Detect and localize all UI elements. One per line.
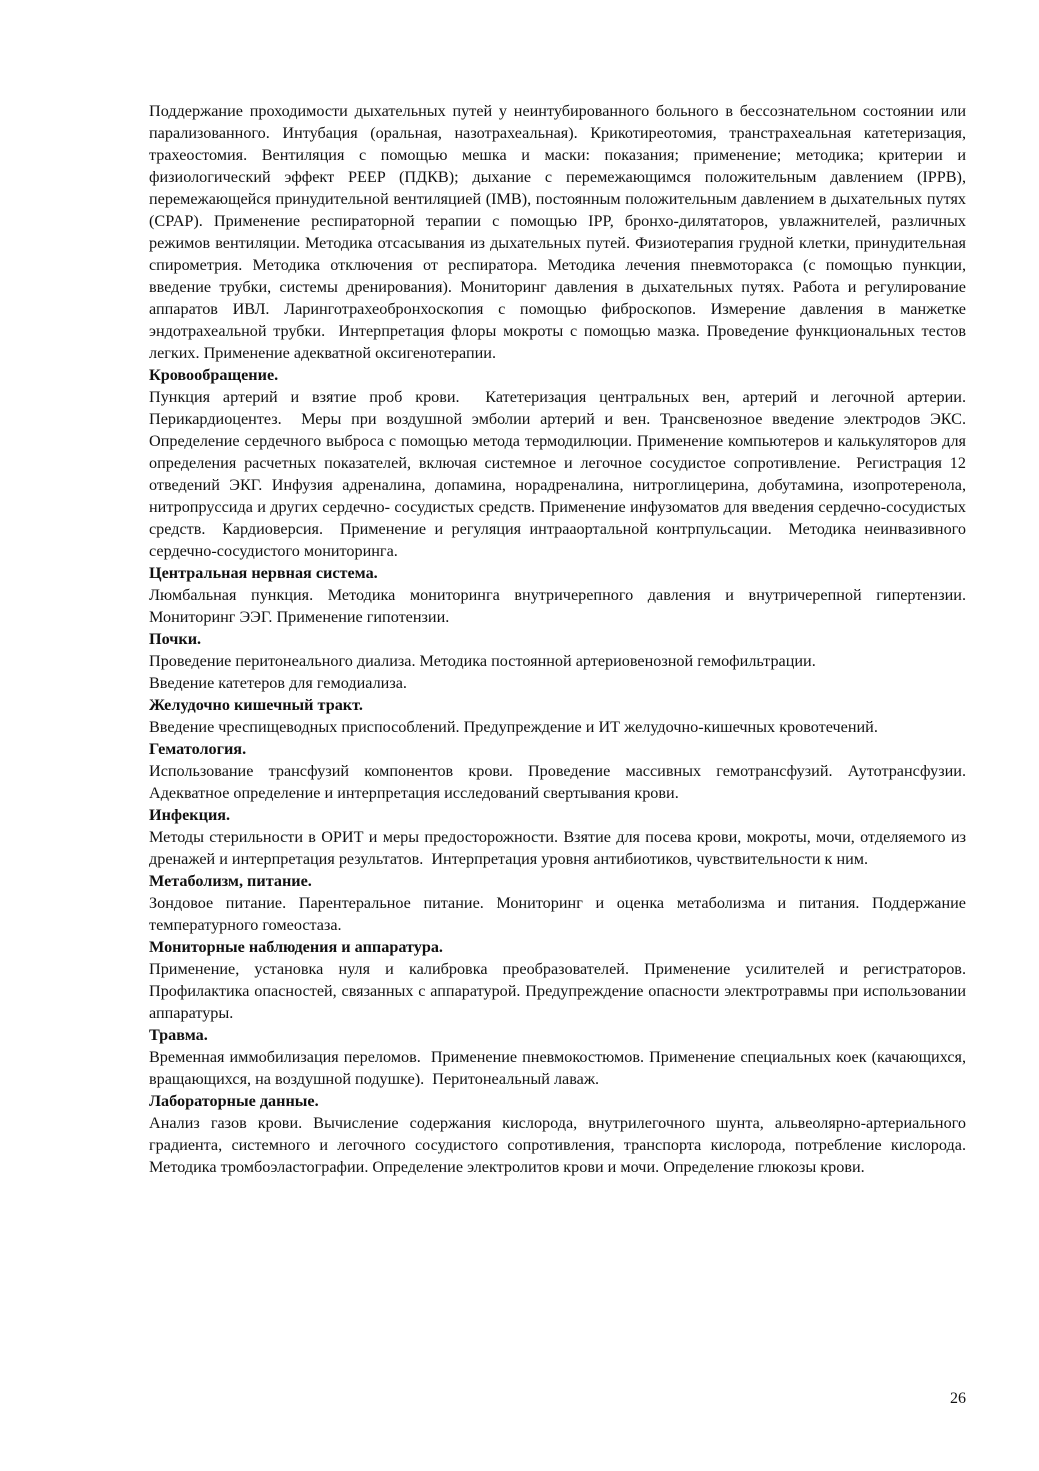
section-hematology: [149, 738, 971, 804]
section-text: Введение чреспищеводных приспособлений. Предупреждение и ИТ желудочно-кишечных кровотечений.: [149, 718, 878, 736]
section-heading: Метаболизм, питание.: [149, 872, 312, 890]
section-heading: Центральная нервная система.: [149, 564, 378, 582]
section-heading: Инфекция.: [149, 806, 231, 824]
section-heading: Гематология.: [149, 740, 247, 758]
section-infection: [149, 804, 971, 870]
section-text: Методы стерильности в ОРИТ и меры предосторожности. Взятие для посева крови, мокроты, мочи, отделяемого из дренажей и интерпретация результатов. Интерпретация уровня антибиотиков, чувствительности к ним.: [149, 828, 971, 868]
section-metabolism: [149, 870, 971, 936]
section-text: Анализ газов крови. Вычисление содержания кислорода, внутрилегочного шунта, альвеолярно-артериального градиента, системного и легочного сосудистого сопротивления, транспорта кислорода, потребление кислорода. Методика тромбоэластографии. Определение электролитов крови и мочи. Определение глюкозы крови.: [149, 1114, 971, 1176]
section-text-line: Проведение перитонеального диализа. Методика постоянной артериовенозной гемофильтрации.: [149, 652, 816, 670]
section-heading: Кровообращение.: [149, 366, 279, 384]
section-trauma: [149, 1024, 971, 1090]
section-gi-tract: [149, 694, 966, 738]
document-body: [149, 100, 971, 1178]
section-text: Временная иммобилизация переломов. Применение пневмокостюмов. Применение специальных коек (качающихся, вращающихся, на воздушной подушке). Перитонеальный лаваж.: [149, 1048, 971, 1088]
page-number: 26: [950, 1390, 966, 1407]
section-text: Люмбальная пункция. Методика мониторинга внутричерепного давления и внутричерепной гипертензии. Мониторинг ЭЭГ. Применение гипотензии.: [149, 586, 971, 626]
section-text-line: Введение катетеров для гемодиализа.: [149, 674, 407, 692]
section-heading: Почки.: [149, 630, 202, 648]
section-text: Использование трансфузий компонентов крови. Проведение массивных гемотрансфузий. Аутотрансфузии. Адекватное определение и интерпретация исследований свертывания крови.: [149, 762, 971, 802]
section-text: Зондовое питание. Парентеральное питание. Мониторинг и оценка метаболизма и питания. Поддержание температурного гомеостаза.: [149, 894, 971, 934]
section-heading: Травма.: [149, 1026, 208, 1044]
section-kidneys: [149, 628, 966, 694]
section-circulation: [149, 364, 971, 562]
section-heading: Желудочно кишечный тракт.: [149, 696, 363, 714]
intro-paragraph: Поддержание проходимости дыхательных путей у неинтубированного больного в бессознательном состоянии или парализованного. Интубация (оральная, назотрахеальная). Крикотиреотомия, транстрахеальная катетеризация, трахеостомия. Вентиляция с помощью мешка и маски: показания; применение; методика; критерии и физиологический эффект PEEP (ПДКВ); дыхание с перемежающимся положительным давлением (IPPB), перемежающейся принудительной вентиляцией (IMB), постоянным положительным давлением в дыхательных путях (CPAP). Применение респираторной терапии с помощью IPP, бронхо-дилятаторов, увлажнителей, различных режимов вентиляции. Методика отсасывания из дыхательных путей. Физиотерапия грудной клетки, принудительная спирометрия. Методика отключения от респиратора. Методика лечения пневмоторакса (с помощью пункции, введение трубки, системы дренирования). Мониторинг давления в дыхательных путях. Работа и регулирование аппаратов ИВЛ. Ларинготрахеобронхоскопия с помощью фиброскопов. Измерение давления в манжетке эндотрахеальной трубки. Интерпретация флоры мокроты с помощью мазка. Проведение функциональных тестов легких. Применение адекватной оксигенотерапии.: [149, 102, 971, 362]
section-lab-data: [149, 1090, 971, 1178]
section-heading: Мониторные наблюдения и аппаратура.: [149, 938, 443, 956]
section-monitoring: [149, 936, 971, 1024]
section-text: Применение, установка нуля и калибровка преобразователей. Применение усилителей и регистраторов. Профилактика опасностей, связанных с аппаратурой. Предупреждение опасности электротравмы при использовании аппаратуры.: [149, 960, 971, 1022]
section-cns: [149, 562, 971, 628]
section-text: Пункция артерий и взятие проб крови. Катетеризация центральных вен, артерий и легочной артерии. Перикардиоцентез. Меры при воздушной эмболии артерий и вен. Трансвенозное введение электродов ЭКС. Определение сердечного выброса с помощью метода термодилюции. Применение компьютеров и калькуляторов для определения расчетных показателей, включая системное и легочное сосудистое сопротивление. Регистрация 12 отведений ЭКГ. Инфузия адреналина, допамина, норадреналина, нитроглицерина, добутамина, изопротеренола, нитропруссида и других сердечно- сосудистых средств. Применение инфузоматов для введения сердечно-сосудистых средств. Кардиоверсия. Применение и регуляция интрааортальной контрпульсации. Методика неинвазивного сердечно-сосудистого мониторинга.: [149, 388, 971, 560]
section-heading: Лабораторные данные.: [149, 1092, 319, 1110]
